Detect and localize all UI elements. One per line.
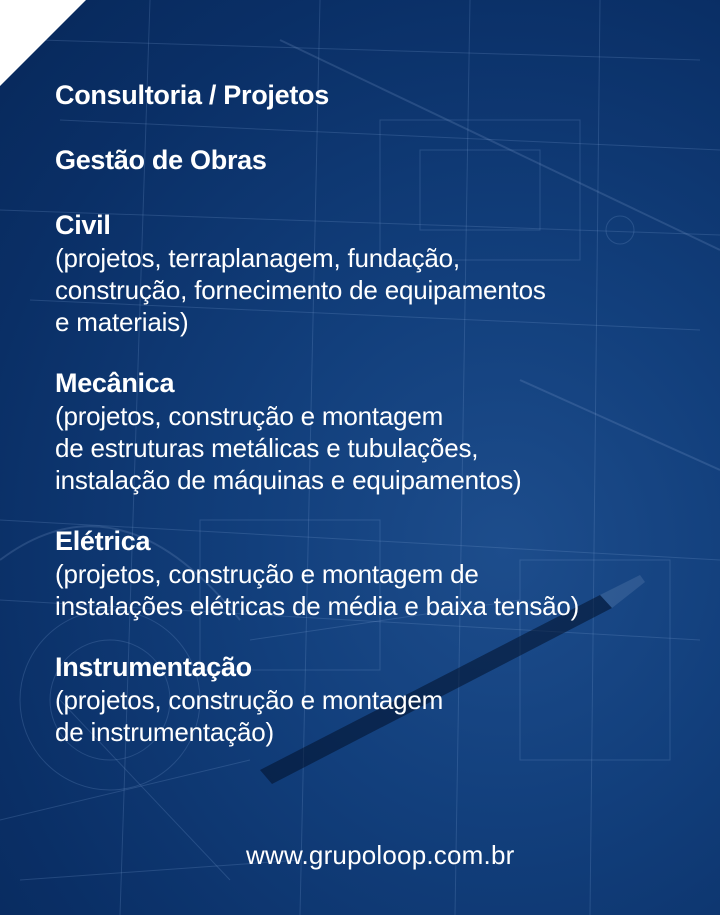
service-gestao: [55, 143, 675, 177]
service-instrumentacao: [55, 650, 675, 748]
description-line: construção, fornecimento de equipamentos: [55, 275, 546, 305]
description-line: (projetos, construção e montagem: [55, 401, 444, 431]
corner-fold: [0, 0, 86, 86]
description-line: de estruturas metálicas e tubulações,: [55, 433, 479, 463]
description-line: de instrumentação): [55, 717, 274, 747]
website-link[interactable]: www.grupoloop.com.br: [246, 840, 515, 870]
service-title: Elétrica: [55, 526, 151, 556]
description-line: e materiais): [55, 307, 189, 337]
service-consultoria: [55, 78, 675, 112]
service-title: Mecânica: [55, 368, 175, 398]
service-civil: [55, 208, 675, 338]
description-line: instalações elétricas de média e baixa tensão): [55, 591, 580, 621]
services-list: [55, 78, 675, 776]
description-line: instalação de máquinas e equipamentos): [55, 465, 522, 495]
service-title: Consultoria / Projetos: [55, 80, 329, 110]
service-mecanica: [55, 366, 675, 496]
service-description: [55, 684, 675, 748]
service-title: Civil: [55, 210, 111, 240]
description-line: (projetos, construção e montagem: [55, 685, 444, 715]
service-description: [55, 242, 675, 338]
service-description: [55, 558, 675, 622]
description-line: (projetos, construção e montagem de: [55, 559, 479, 589]
service-title: Gestão de Obras: [55, 145, 267, 175]
service-description: [55, 400, 675, 496]
service-title: Instrumentação: [55, 652, 252, 682]
service-eletrica: [55, 524, 675, 622]
description-line: (projetos, terraplanagem, fundação,: [55, 243, 460, 273]
